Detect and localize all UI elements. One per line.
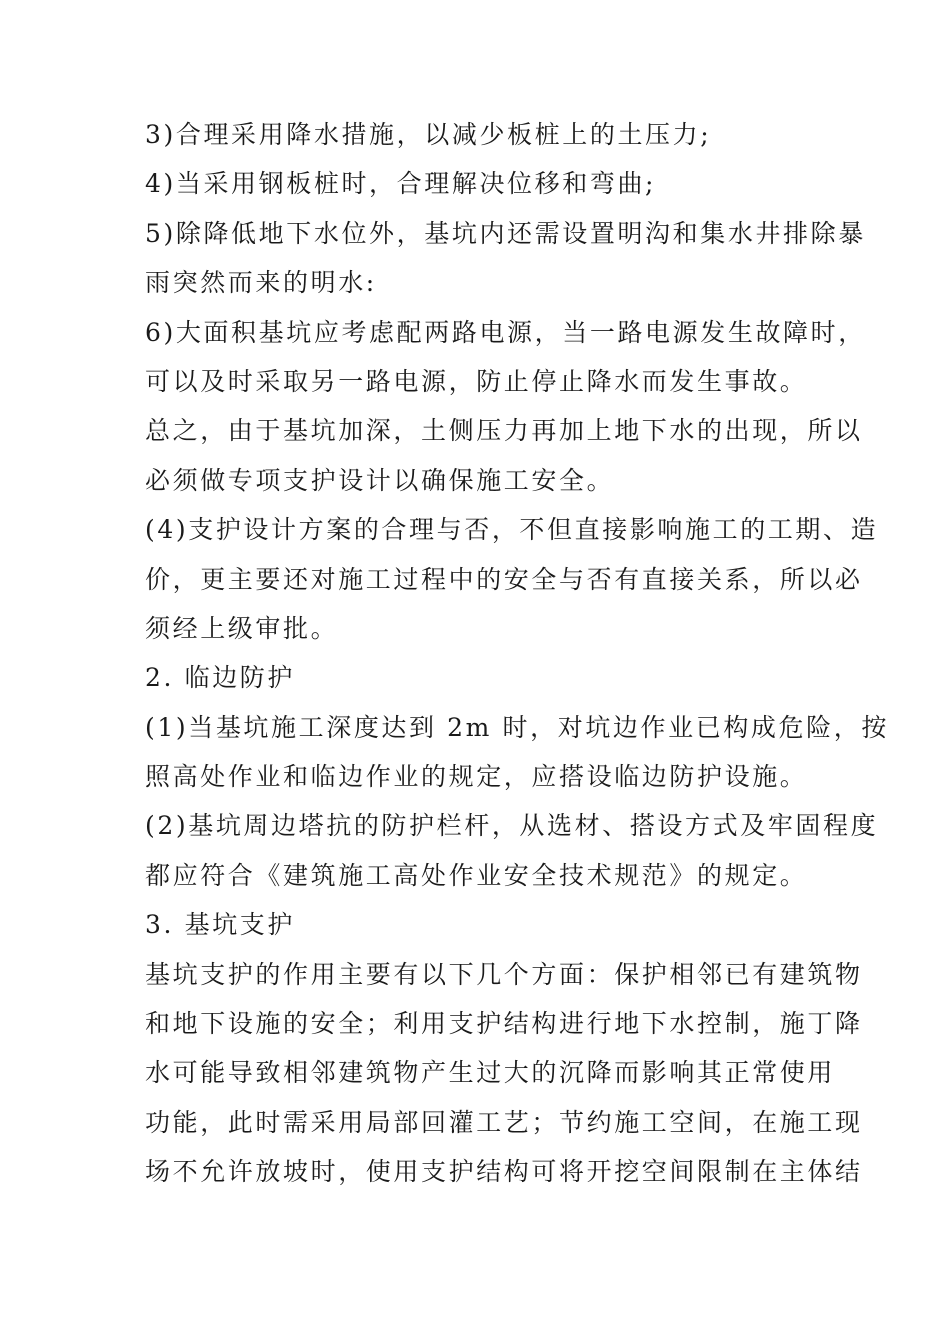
- text-line: 可以及时采取另一路电源，防止停止降水而发生事故。: [145, 366, 808, 396]
- text-line: 照高处作业和临边作业的规定，应搭设临边防护设施。: [145, 762, 808, 792]
- text-line: 基坑支护的作用主要有以下几个方面：保护相邻已有建筑物: [145, 959, 863, 989]
- text-line: 总之，由于基坑加深，土侧压力再加上地下水的出现，所以: [145, 416, 863, 446]
- text-line: 场不允许放坡时，使用支护结构可将开挖空间限制在主体结: [145, 1157, 863, 1187]
- section-heading: 2. 临边防护: [145, 663, 295, 693]
- text-line: 水可能导致相邻建筑物产生过大的沉降而影响其正常使用: [145, 1058, 836, 1088]
- text-line: 须经上级审批。: [145, 613, 339, 643]
- text-line: 雨突然而来的明水:: [145, 268, 377, 298]
- text-line: 价，更主要还对施工过程中的安全与否有直接关系，所以必: [145, 564, 863, 594]
- document-body: [145, 110, 889, 1197]
- text-line: (1)当基坑施工深度达到 2m 时，对坑边作业已构成危险，按: [145, 712, 889, 742]
- text-line: (2)基坑周边塔抗的防护栏杆，从选材、搭设方式及牢固程度: [145, 811, 879, 841]
- text-line: 都应符合《建筑施工高处作业安全技术规范》的规定。: [145, 860, 808, 890]
- text-line: (4)支护设计方案的合理与否，不但直接影响施工的工期、造: [145, 515, 879, 545]
- text-line: 功能，此时需采用局部回灌工艺；节约施工空间，在施工现: [145, 1107, 863, 1137]
- section-heading: 3. 基坑支护: [145, 910, 295, 940]
- text-line: 4)当采用钢板桩时，合理解决位移和弯曲;: [145, 169, 657, 199]
- text-line: 5)除降低地下水位外，基坑内还需设置明沟和集水井排除暴: [145, 218, 866, 248]
- text-line: 6)大面积基坑应考虑配两路电源，当一路电源发生故障时，: [145, 317, 866, 347]
- text-line: 3)合理采用降水措施，以减少板桩上的土压力;: [145, 120, 712, 149]
- text-line: 和地下设施的安全；利用支护结构进行地下水控制，施丁降: [145, 1009, 863, 1039]
- text-line: 必须做专项支护设计以确保施工安全。: [145, 465, 615, 495]
